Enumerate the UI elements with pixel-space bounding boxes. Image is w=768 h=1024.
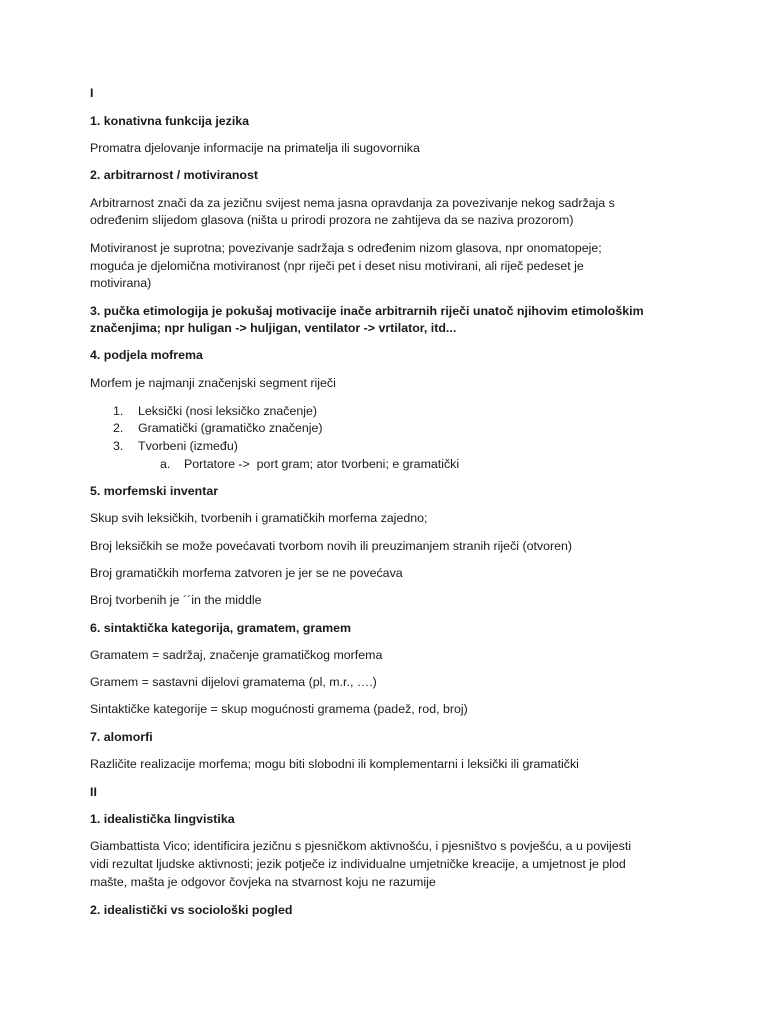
list-item-number: 1. [113,404,124,418]
paragraph-line: određenim slijedom glasova (ništa u prirodi prozora ne zahtijeva da se naziva prozorom) [90,213,574,227]
section-heading: 3. pučka etimologija je pokušaj motivacije inače arbitrarnih riječi unatoč njihovim etimološkim [90,304,644,318]
paragraph-line: motivirana) [90,276,152,290]
paragraph-line: Broj gramatičkih morfema zatvoren je jer se ne povećava [90,566,403,580]
sublist-item-letter: a. [160,457,171,471]
list-item: Leksički (nosi leksičko značenje) [138,404,318,418]
section-heading: 1. idealistička lingvistika [90,812,235,826]
paragraph-line: Morfem je najmanji značenjski segment riječi [90,376,336,390]
section-heading: 6. sintaktička kategorija, gramatem, gramem [90,621,352,635]
paragraph-line: mašte, mašta je odgovor čovjeka na stvarnost koju ne razumije [90,875,436,889]
section-heading: 2. arbitrarnost / motiviranost [90,168,258,182]
paragraph-line: Skup svih leksičkih, tvorbenih i gramatičkih morfema zajedno; [90,511,428,525]
paragraph-line: Promatra djelovanje informacije na primatelja ili sugovornika [90,141,420,155]
section-heading: 7. alomorfi [90,730,153,744]
paragraph-line: Sintaktičke kategorije = skup mogućnosti gramema (padež, rod, broj) [90,702,468,716]
section-heading: 2. idealistički vs sociološki pogled [90,903,293,917]
paragraph-line: Giambattista Vico; identificira jezičnu s pjesničkom aktivnošću, i pjesništvo s povješću, a u povijesti [90,839,632,853]
section-heading: 5. morfemski inventar [90,484,219,498]
list-item: Tvorbeni (između) [138,439,238,453]
list-item: Gramatički (gramatičko značenje) [138,421,323,435]
section-heading: 1. konativna funkcija jezika [90,114,250,128]
list-item-number: 2. [113,421,124,435]
list-item-number: 3. [113,439,124,453]
part-title: I [90,86,94,100]
paragraph-line: Gramem = sastavni dijelovi gramatema (pl, m.r., ….) [90,675,377,689]
paragraph-line: Različite realizacije morfema; mogu biti slobodni ili komplementarni i leksički ili gramatički [90,757,579,771]
section-heading: 4. podjela mofrema [90,348,203,362]
paragraph-line: Broj leksičkih se može povećavati tvorbom novih ili preuzimanjem stranih riječi (otvoren) [90,539,573,553]
paragraph-line: Broj tvorbenih je ´´in the middle [90,593,262,607]
paragraph-line: Arbitrarnost znači da za jezičnu svijest nema jasna opravdanja za povezivanje nekog sadržaja s [90,196,615,210]
paragraph-line: moguća je djelomična motiviranost (npr riječi pet i deset nisu motivirani, ali riječ pedeset je [90,259,584,273]
paragraph-line: Gramatem = sadržaj, značenje gramatičkog morfema [90,648,383,662]
part-title: II [90,785,97,799]
paragraph-line: Motiviranost je suprotna; povezivanje sadržaja s određenim nizom glasova, npr onomatopeje; [90,241,602,255]
section-heading: značenjima; npr huligan -> huljigan, ventilator -> vrtilator, itd... [90,321,457,335]
paragraph-line: vidi rezultat ljudske aktivnosti; jezik potječe iz individualne umjetničke kreacije, a umjetnost je plod [90,857,626,871]
sublist-item: Portatore -> port gram; ator tvorbeni; e gramatički [184,457,460,471]
